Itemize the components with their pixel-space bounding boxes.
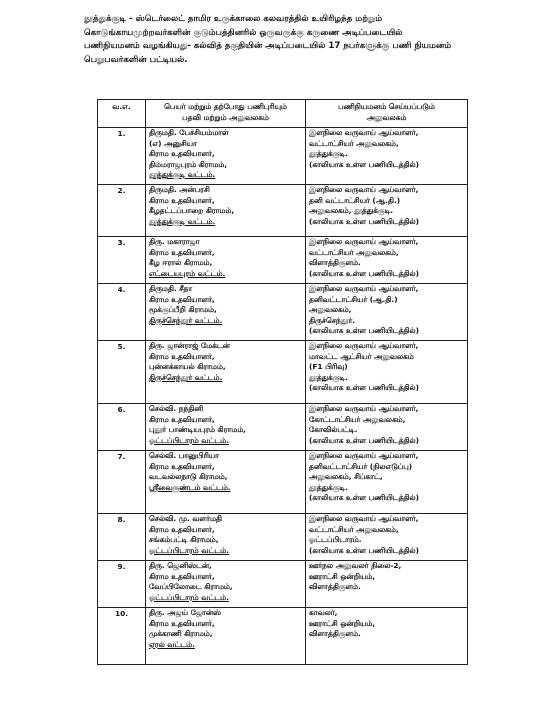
name-position-cell — [146, 284, 306, 341]
name-position-line: மூக்குப்பீறி கிராமம், — [149, 305, 217, 315]
appointed-office-line: வட்டாட்சியர் அலுவலகம், — [309, 524, 399, 534]
appointed-office-cell — [306, 341, 468, 404]
appointed-office-line: தூத்துக்குடி. — [309, 372, 348, 382]
header-line: பதவி மற்றும் அலுவலகம் — [182, 112, 269, 122]
name-position-cell — [146, 561, 306, 608]
appointed-office-cell — [306, 608, 468, 665]
table-row — [98, 284, 468, 341]
name-position-line: திருமதி. பேச்சியம்மாள் — [149, 128, 229, 137]
name-position-line: திருச்செந்தூர் வட்டம். — [149, 315, 223, 325]
appointed-office-line: அலுவலகம், சிப்காட், — [309, 472, 383, 482]
appointed-office-line: ஊராட்சி ஒன்றியம், — [309, 618, 376, 628]
serial-number-cell — [98, 561, 146, 608]
name-position-line: திரு. ஜெனிஸ்டன், — [149, 561, 212, 570]
name-position-line: கிராம உதவியாளர், — [149, 618, 215, 628]
serial-number: 5. — [117, 342, 126, 351]
appointed-office-line: அலுவலகம், தூத்துக்குடி. — [309, 206, 394, 216]
name-position-cell — [146, 404, 306, 451]
serial-number: 10. — [114, 609, 129, 618]
name-position-line: எட்டையபுரம் வட்டம். — [149, 268, 226, 278]
name-position-line: ஓட்டப்பிடாரம் வட்டம். — [149, 545, 229, 555]
serial-number: 7. — [117, 452, 126, 461]
serial-number-cell — [98, 185, 146, 237]
header-name-position — [146, 100, 306, 128]
appointed-office-line: கோவில்பட்டி. — [309, 425, 358, 435]
header-line: பெயர் மற்றும் தற்போது பணிபுரியும் — [164, 102, 287, 111]
appointed-office-line: தனிவட்டாட்சியர் (நிலஎடுப்பு) — [309, 461, 413, 471]
appointed-office-line: வட்டாட்சியர் அலுவலகம், — [309, 247, 399, 257]
name-position-line: திரு. ஜான்ராஜ் மேக்டன் — [149, 341, 230, 350]
name-position-line: கிராம உதவியாளர், — [149, 461, 215, 471]
intro-line: தூத்துக்குடி - ஸ்டெர்லைட் தாமிர உருக்காலை கலவரத்தில் உயிரிழந்த மற்றும் — [84, 14, 383, 24]
serial-number-cell — [98, 237, 146, 284]
appointed-office-line: (காலியாக உள்ள பணியிடத்தில்) — [309, 435, 419, 445]
name-position-line: ஓட்டப்பிடாரம் வட்டம். — [149, 435, 229, 445]
name-position-line: கிராம உதவியாளர், — [149, 524, 215, 534]
appointed-office-line: விளாத்திகுளம். — [309, 582, 361, 592]
appointed-office-line: தனி வட்டாட்சியர் (ஆ.தி.) — [309, 195, 401, 205]
name-position-line: திரு. மகாராஜா — [149, 237, 200, 246]
name-position-line: கீழ ஈரால் கிராமம், — [149, 258, 213, 268]
appointed-office-line: இளநிலை வருவாய் ஆய்வாளர், — [309, 404, 419, 413]
appointed-office-line: (காலியாக உள்ள பணியிடத்தில்) — [309, 545, 419, 555]
table-header-row — [98, 100, 468, 128]
header-line: பணிநியமனம் செய்யப்படும் — [338, 102, 435, 111]
appointed-office-line: திருச்செந்தூர். — [309, 315, 356, 325]
intro-paragraph — [84, 13, 474, 67]
appointed-office-cell — [306, 185, 468, 237]
name-position-line: திரு. அஜய் ஜோன்ஸ் — [149, 608, 221, 617]
table-row — [98, 561, 468, 608]
table-row — [98, 237, 468, 284]
name-position-line: கிராம உதவியாளர், — [149, 414, 215, 424]
name-position-cell — [146, 128, 306, 185]
name-position-line: கிராம உதவியாளர், — [149, 195, 215, 205]
appointed-office-line: இளநிலை வருவாய் ஆய்வாளர், — [309, 128, 419, 137]
table-body — [98, 128, 468, 665]
appointed-office-line: கோட்டாட்சியர் அலுவலகம், — [309, 414, 406, 424]
appointed-office-line: காவலர், — [309, 608, 338, 617]
serial-number-cell — [98, 128, 146, 185]
name-position-line: புதூர் பாண்டியபுரம் கிராமம், — [149, 425, 246, 435]
appointed-office-cell — [306, 561, 468, 608]
name-position-line: செல்வி. நந்தினி — [149, 404, 204, 413]
appointed-office-line: ஓட்டப்பிடாரம். — [309, 535, 362, 545]
serial-number: 3. — [117, 238, 126, 247]
appointed-office-line: தூத்துக்குடி. — [309, 149, 348, 159]
appointment-table — [97, 99, 468, 665]
name-position-line: திருச்செந்தூர் வட்டம். — [149, 372, 223, 382]
table-row — [98, 514, 468, 561]
name-position-cell — [146, 451, 306, 514]
intro-line: பணிநியமனம் வழங்கியது- கல்வித் தகுதியின் அடிப்படையில் 17 நபர்களுக்கு பணி நியமனம் — [84, 41, 452, 52]
appointed-office-cell — [306, 128, 468, 185]
name-position-line: கிராம உதவியாளர், — [149, 294, 215, 304]
appointed-office-line: இளநிலை வருவாய் ஆய்வாளர், — [309, 514, 419, 523]
intro-line: பெறுபவர்களின் பட்டியல். — [84, 54, 188, 65]
appointed-office-line: (காலியாக உள்ள பணியிடத்தில்) — [309, 326, 419, 336]
serial-number: 1. — [117, 129, 126, 138]
table-row — [98, 608, 468, 665]
table-row — [98, 185, 468, 237]
name-position-line: திம்மராஜபுரம் கிராமம், — [149, 159, 228, 169]
header-serial-number: வ.எ. — [98, 100, 146, 128]
name-position-cell — [146, 514, 306, 561]
table-row — [98, 341, 468, 404]
name-position-line: வேப்பிலோடை கிராமம், — [149, 582, 233, 592]
name-position-line: செல்வி. மு. வளர்மதி — [149, 514, 222, 523]
appointed-office-cell — [306, 404, 468, 451]
name-position-line: புன்னக்காயல் கிராமம், — [149, 362, 226, 372]
appointed-office-line: தனிவட்டாட்சியர் (ஆ.தி.) — [309, 294, 398, 304]
name-position-line: தூத்துக்குடி வட்டம். — [149, 216, 216, 226]
serial-number-cell — [98, 341, 146, 404]
header-line: அலுவலகம் — [366, 112, 407, 122]
appointed-office-line: வட்டாட்சியர் அலுவலகம், — [309, 138, 399, 148]
serial-number-cell — [98, 514, 146, 561]
appointed-office-line: அலுவலகம், — [309, 305, 352, 315]
appointed-office-line: இளநிலை வருவாய் ஆய்வாளர், — [309, 284, 419, 293]
serial-number-cell — [98, 284, 146, 341]
table-row — [98, 451, 468, 514]
appointed-office-line: இளநிலை வருவாய் ஆய்வாளர், — [309, 341, 419, 350]
appointed-office-cell — [306, 284, 468, 341]
name-position-cell — [146, 608, 306, 665]
appointed-office-line: விளாத்திகுளம். — [309, 258, 361, 268]
appointed-office-line: விளாத்திகுளம். — [309, 629, 361, 639]
name-position-line: கிராம உதவியாளர், — [149, 149, 215, 159]
table-row — [98, 404, 468, 451]
name-position-line: ஏரல் வட்டம். — [149, 639, 195, 649]
appointed-office-line: (காலியாக உள்ள பணியிடத்தில்) — [309, 268, 419, 278]
name-position-line: செல்வி. பானுபிரியா — [149, 451, 219, 460]
name-position-line: திருமதி. அன்பரசி — [149, 185, 210, 194]
appointed-office-line: மாவட்ட ஆட்சியர் அலுவலகம் — [309, 351, 414, 361]
appointed-office-line: இளநிலை வருவாய் ஆய்வாளர், — [309, 185, 419, 194]
intro-line: கொடுங்காயமுற்றவர்களின் குடும்பத்தினரில் ஒருவருக்கு கருணை அடிப்படையில் — [84, 27, 403, 38]
name-position-line: திருமதி. சீதா — [149, 284, 193, 293]
name-position-line: வடவல்லநாடு கிராமம், — [149, 472, 228, 482]
name-position-cell — [146, 185, 306, 237]
serial-number: 6. — [117, 405, 126, 414]
appointed-office-line: (காலியாக உள்ள பணியிடத்தில்) — [309, 159, 419, 169]
appointed-office-line: (காலியாக உள்ள பணியிடத்தில்) — [309, 216, 419, 226]
appointed-office-line: ஊர்நல அலுவலர் நிலை-2, — [309, 561, 402, 570]
appointed-office-line: இளநிலை வருவாய் ஆய்வாளர், — [309, 451, 419, 460]
name-position-line: கீழதட்டப்பாறை கிராமம், — [149, 206, 235, 216]
serial-number: 8. — [117, 515, 126, 524]
serial-number: 4. — [117, 285, 126, 294]
table-row — [98, 128, 468, 185]
name-position-line: (எ) அனுசியா — [149, 138, 197, 148]
serial-number-cell — [98, 404, 146, 451]
serial-number-cell — [98, 451, 146, 514]
appointed-office-line: தூத்துக்குடி. — [309, 482, 348, 492]
appointed-office-line: (காலியாக உள்ள பணியிடத்தில்) — [309, 383, 419, 393]
serial-number: 9. — [117, 562, 126, 571]
serial-number: 2. — [117, 186, 126, 195]
name-position-line: தூத்துக்குடி வட்டம். — [149, 170, 216, 180]
name-position-line: ஸ்ரீவைகுண்டம் வட்டம். — [149, 482, 231, 492]
serial-number-cell — [98, 608, 146, 665]
appointed-office-line: ஊராட்சி ஒன்றியம், — [309, 571, 376, 581]
appointed-office-cell — [306, 514, 468, 561]
name-position-line: ஓட்டப்பிடாரம் வட்டம். — [149, 592, 229, 602]
appointed-office-cell — [306, 451, 468, 514]
name-position-line: கிராம உதவியாளர், — [149, 351, 215, 361]
name-position-cell — [146, 341, 306, 404]
header-appointed-office — [306, 100, 468, 128]
name-position-line: கிராம உதவியாளர், — [149, 571, 215, 581]
name-position-line: சங்கம்பட்டி கிராமம், — [149, 535, 219, 545]
appointed-office-line: (காலியாக உள்ள பணியிடத்தில்) — [309, 493, 419, 503]
appointed-office-line: (F1 பிரிவு) — [309, 362, 348, 372]
name-position-line: முக்காணி கிராமம், — [149, 629, 213, 639]
appointed-office-line: இளநிலை வருவாய் ஆய்வாளர், — [309, 237, 419, 246]
appointed-office-cell — [306, 237, 468, 284]
name-position-cell — [146, 237, 306, 284]
name-position-line: கிராம உதவியாளர், — [149, 247, 215, 257]
